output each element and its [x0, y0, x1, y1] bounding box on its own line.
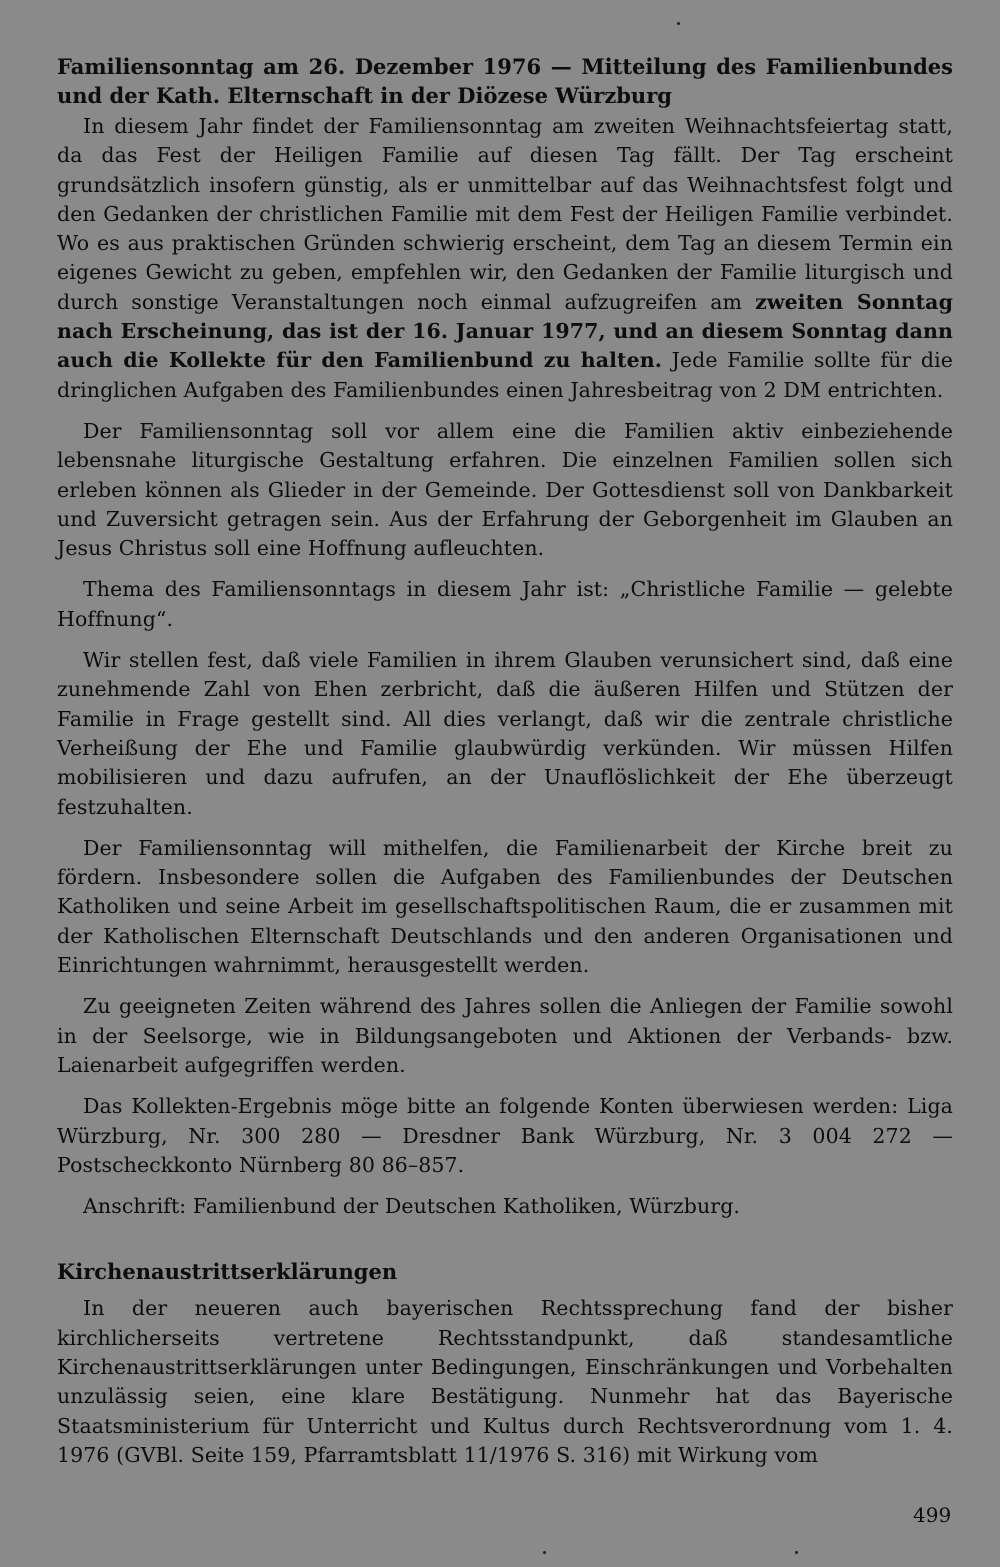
- paragraph-1-text-a: In diesem Jahr findet der Familiensonntag am zweiten Weihnachtsfeiertag statt, da das Fest der Heiligen Familie auf diesen Tag fällt. Der Tag erscheint grundsätzlich insofern günstig, als er unmittelbar auf das Weihnachtsfest folgt und den Gedanken der christlichen Familie mit dem Fest der Heiligen Familie verbindet. Wo es aus praktischen Gründen schwierig erscheint, dem Tag an diesem Termin ein eigenes Gewicht zu geben, empfehlen wir, den Gedanken der Familie liturgisch und durch sonstige Veranstaltungen noch einmal aufzugreifen am: [57, 114, 953, 314]
- paragraph-6: Zu geeigneten Zeiten während des Jahres sollen die Anliegen der Familie sowohl in der Seelsorge, wie in Bildungsangeboten und Aktionen der Verbands- bzw. Laienarbeit aufgegriffen werden.: [57, 994, 953, 1077]
- scan-speck: [677, 22, 680, 25]
- page-number: 499: [913, 1503, 952, 1527]
- scan-speck: [543, 1551, 546, 1554]
- scan-speck: [795, 1551, 798, 1554]
- document-page: [57, 52, 953, 1482]
- paragraph-8: Anschrift: Familienbund der Deutschen Katholiken, Würzburg.: [83, 1194, 741, 1219]
- section-heading-familiensonntag: Familiensonntag am 26. Dezember 1976 — Mitteilung des Familienbundes und der Kath. Elternschaft in der Diözese Würzburg: [57, 54, 953, 108]
- paragraph-7: Das Kollekten-Ergebnis möge bitte an folgende Konten überwiesen werden: Liga Würzburg, Nr. 300 280 — Dresdner Bank Würzburg, Nr. 3 004 272 — Postscheckkonto Nürnberg 80 86–857.: [57, 1094, 953, 1177]
- section-heading-kirchenaustritt: Kirchenaustrittserklärungen: [57, 1259, 398, 1285]
- paragraph-1-bold-text: zweiten Sonntag nach Erscheinung, das ist der 16. Januar 1977, und an diesem Sonntag dann auch die Kollekte für den Familienbund zu halten.: [57, 289, 954, 373]
- paragraph-1-text-b: Jede Familie sollte für die dringlichen Aufgaben des Familienbundes einen Jahresbeitrag von 2 DM entrichten.: [57, 348, 953, 402]
- paragraph-9: In der neueren auch bayerischen Rechtssprechung fand der bisher kirchlicherseits vertretene Rechtsstandpunkt, daß standesamtliche Kirchenaustrittserklärungen unter Bedingungen, Einschränkungen und Vorbehalten unzulässig seien, eine klare Bestätigung. Nunmehr hat das Bayerische Staatsministerium für Unterricht und Kultus durch Rechtsverordnung vom 1. 4. 1976 (GVBl. Seite 159, Pfarramtsblatt 11/1976 S. 316) mit Wirkung vom: [57, 1296, 953, 1467]
- paragraph-4: Wir stellen fest, daß viele Familien in ihrem Glauben verunsichert sind, daß eine zunehmende Zahl von Ehen zerbricht, daß die äußeren Hilfen und Stützen der Familie in Frage gestellt sind. All dies verlangt, daß wir die zentrale christliche Verheißung der Ehe und Familie glaubwürdig verkünden. Wir müssen Hilfen mobilisieren und dazu aufrufen, an der Unauflöslichkeit der Ehe überzeugt festzuhalten.: [57, 648, 953, 819]
- paragraph-2: Der Familiensonntag soll vor allem eine die Familien aktiv einbeziehende lebensnahe liturgische Gestaltung erfahren. Die einzelnen Familien sollen sich erleben können als Glieder in der Gemeinde. Der Gottesdienst soll von Dankbarkeit und Zuversicht getragen sein. Aus der Erfahrung der Geborgenheit im Glauben an Jesus Christus soll eine Hoffnung aufleuchten.: [57, 418, 953, 561]
- paragraph-5: Der Familiensonntag will mithelfen, die Familienarbeit der Kirche breit zu fördern. Insbesondere sollen die Aufgaben des Familienbundes der Deutschen Katholiken und seine Arbeit im gesellschaftspolitischen Raum, die er zusammen mit der Katholischen Elternschaft Deutschlands und den anderen Organisationen und Einrichtungen wahrnimmt, herausgestellt werden.: [57, 835, 953, 978]
- paragraph-1: [57, 112, 953, 405]
- paragraph-3: Thema des Familiensonntags in diesem Jahr ist: „Christliche Familie — gelebte Hoffnung“.: [57, 577, 953, 631]
